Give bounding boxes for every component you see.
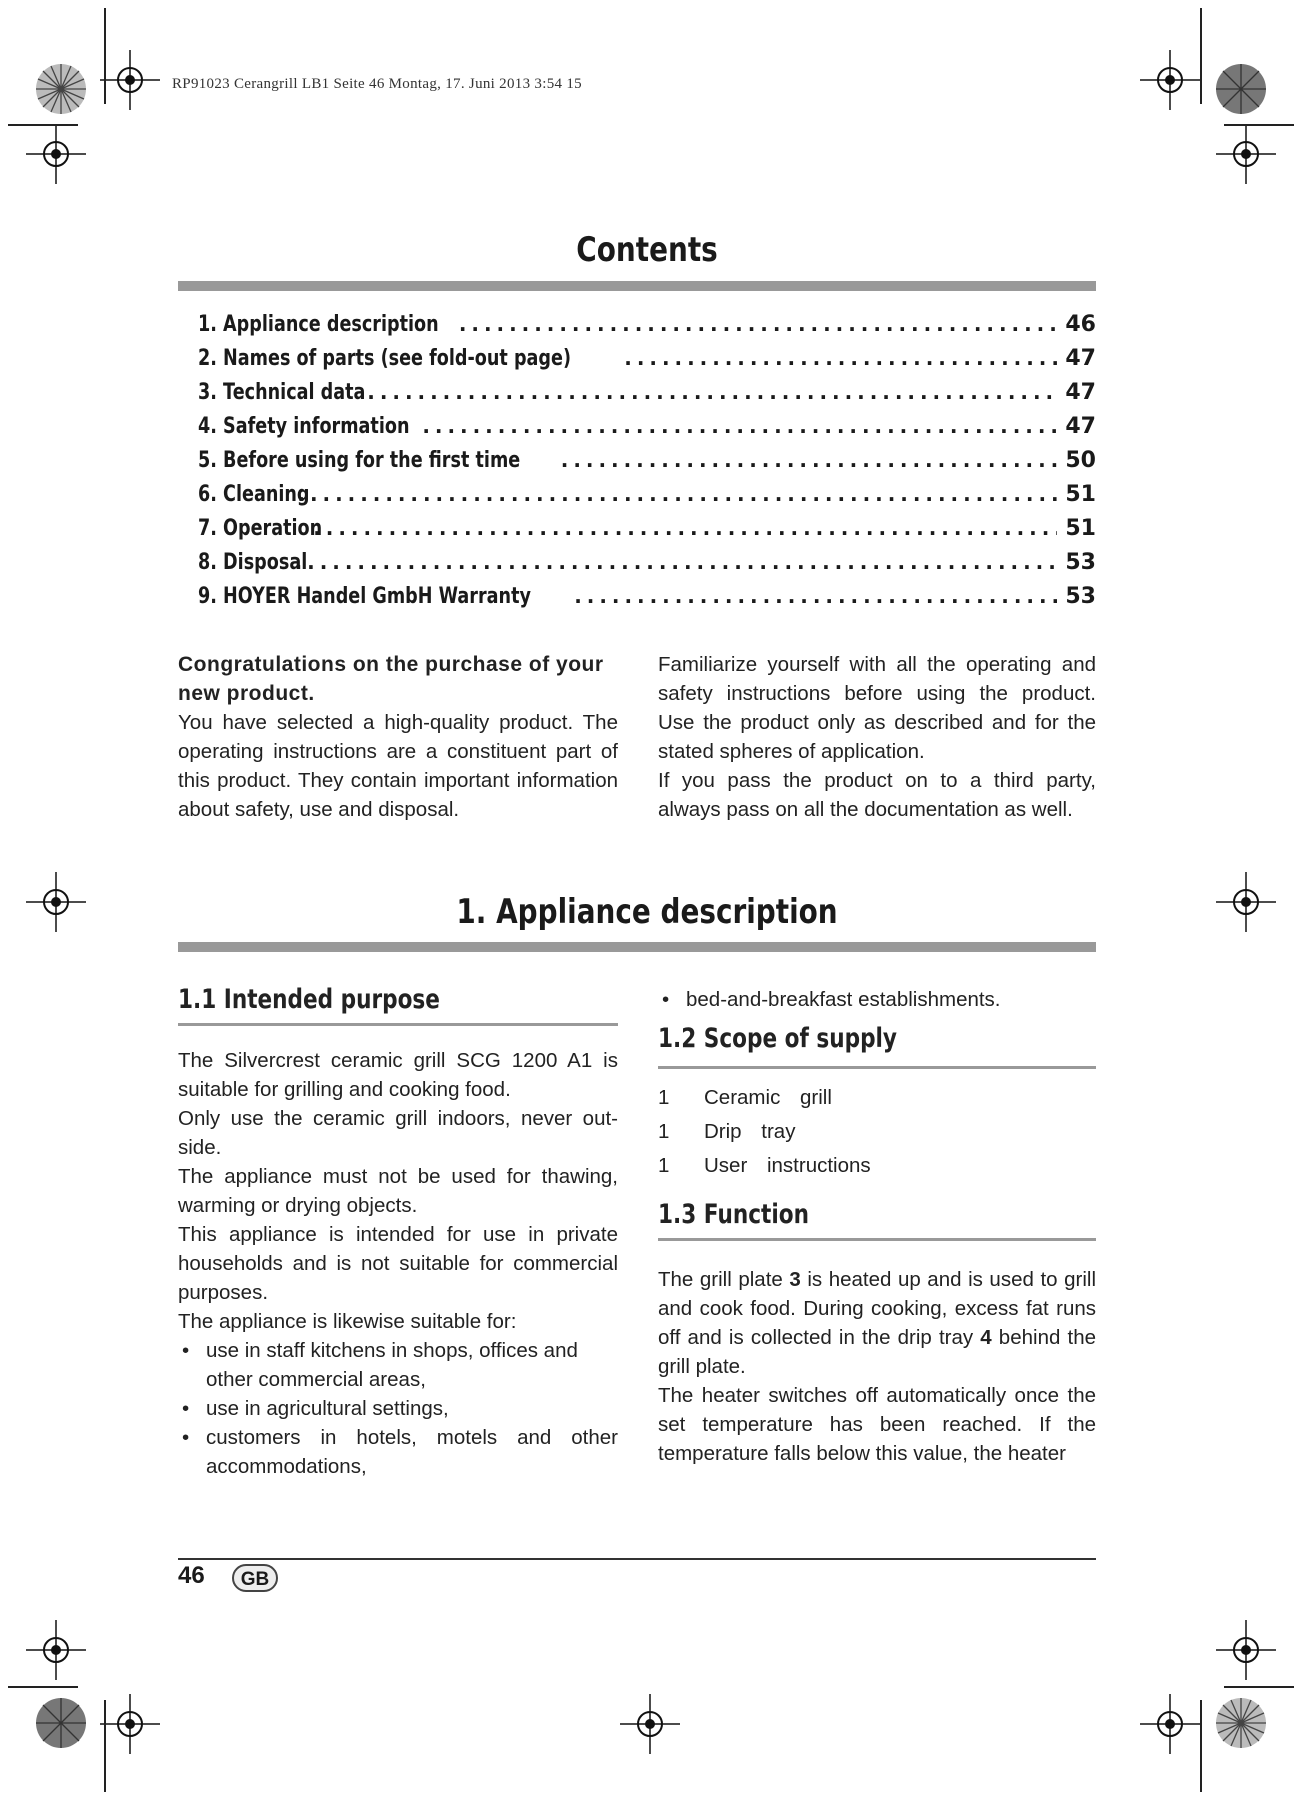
section-1-right-column xyxy=(658,985,1096,1468)
crosshair-right-upper-icon xyxy=(1216,124,1276,184)
crop-mark-top-right-star xyxy=(1214,62,1268,116)
crosshair-top-left-icon xyxy=(100,50,160,110)
crosshair-bottom-center-icon xyxy=(620,1694,680,1754)
intended-purpose-paragraph-1: The Silvercrest ceramic grill SCG 1200 A1 is suitable for grilling and cooking food. xyxy=(178,1049,618,1101)
crosshair-bottom-left-icon xyxy=(100,1694,160,1754)
toc-leader xyxy=(459,312,1058,336)
list-item: • use in agricultural settings, xyxy=(178,1394,618,1423)
toc-entry-label: 8. Disposal xyxy=(198,550,308,575)
crosshair-bottom-right-icon xyxy=(1140,1694,1200,1754)
toc-entry[interactable] xyxy=(198,482,1096,516)
toc-entry[interactable] xyxy=(198,312,1096,346)
list-item: • customers in hotels, motels and other accommodations, xyxy=(178,1423,618,1481)
toc-entry[interactable] xyxy=(198,584,1096,618)
crop-mark-bottom-left-star xyxy=(34,1696,88,1750)
table-of-contents xyxy=(198,312,1096,618)
list-item: • use in staff kitchens in shops, offices and other commercial areas, xyxy=(178,1336,618,1394)
toc-entry-label: 2. Names of parts (see fold-out page) xyxy=(198,346,572,371)
toc-entry-page: 47 xyxy=(1065,414,1096,439)
toc-leader xyxy=(422,414,1057,438)
toc-entry-label: 3. Technical data xyxy=(198,380,366,405)
toc-entry-page: 50 xyxy=(1065,448,1096,473)
toc-entry[interactable] xyxy=(198,380,1096,414)
crosshair-left-upper-icon xyxy=(26,124,86,184)
trim-line xyxy=(1200,8,1202,104)
supply-qty: 1 xyxy=(658,1120,670,1143)
toc-entry[interactable] xyxy=(198,346,1096,380)
crosshair-left-middle-icon xyxy=(26,872,86,932)
crosshair-left-lower-icon xyxy=(26,1620,86,1680)
toc-entry-label: 5. Before using for the first time xyxy=(198,448,521,473)
trim-line xyxy=(1224,124,1294,126)
bullet-text: use in agricultural settings, xyxy=(206,1397,449,1420)
toc-entry-page: 53 xyxy=(1065,584,1096,609)
supply-qty: 1 xyxy=(658,1086,670,1109)
toc-entry[interactable] xyxy=(198,448,1096,482)
crosshair-right-middle-icon xyxy=(1216,872,1276,932)
intro-left-column xyxy=(178,650,618,824)
intro-heading: Congratulations on the purchase of your new product. xyxy=(178,653,604,705)
crosshair-right-lower-icon xyxy=(1216,1620,1276,1680)
crop-mark-bottom-right-star xyxy=(1214,1696,1268,1750)
subsection-1-1-rule xyxy=(178,1023,618,1026)
contents-title-bar xyxy=(178,281,1096,291)
crop-mark-top-left-star xyxy=(34,62,88,116)
function-paragraph-2: The heater switches off automatically once the set temperature has been reached. If the temperature falls below this value, the heater xyxy=(658,1384,1096,1465)
footer-rule xyxy=(178,1558,1096,1560)
intro-right-column xyxy=(658,650,1096,824)
toc-entry-page: 51 xyxy=(1065,516,1096,541)
intended-purpose-paragraph-4: This appliance is intended for use in private households and is not suitable for commercial purposes. xyxy=(178,1223,618,1304)
toc-entry-page: 47 xyxy=(1065,380,1096,405)
intro-left-text: You have selected a high-quality product. The operating instructions are a constituent part of this product. They contain important information about safety, use and disposal. xyxy=(178,711,618,821)
intro-right-paragraph-2: If you pass the product on to a third party, always pass on all the documentation as well. xyxy=(658,769,1096,821)
toc-entry-page: 53 xyxy=(1065,550,1096,575)
trim-line xyxy=(8,124,78,126)
toc-leader xyxy=(295,550,1058,574)
toc-entry-label: 1. Appliance description xyxy=(198,312,439,337)
section-1-title: 1. Appliance description xyxy=(456,892,838,932)
toc-entry[interactable] xyxy=(198,550,1096,584)
list-item: • bed-and-breakfast establishments. xyxy=(658,985,1096,1014)
print-slug: RP91023 Cerangrill LB1 Seite 46 Montag, 17. Juni 2013 3:54 15 xyxy=(172,76,582,92)
toc-entry-label: 7. Operation xyxy=(198,516,323,541)
subsection-1-3-title: 1.3 Function xyxy=(658,1199,809,1230)
crosshair-top-right-icon xyxy=(1140,50,1200,110)
toc-entry[interactable] xyxy=(198,414,1096,448)
toc-entry[interactable] xyxy=(198,516,1096,550)
toc-leader xyxy=(367,380,1057,404)
subsection-1-3-rule xyxy=(658,1238,1096,1241)
toc-leader xyxy=(297,482,1057,506)
bullet-text: bed-and-breakfast establishments. xyxy=(686,988,1001,1011)
section-1-title-bar xyxy=(178,942,1096,952)
toc-entry-page: 47 xyxy=(1065,346,1096,371)
intended-purpose-paragraph-2: Only use the ceramic grill indoors, never out-side. xyxy=(178,1107,618,1159)
language-badge: GB xyxy=(232,1564,278,1592)
toc-leader xyxy=(561,448,1058,472)
intended-purpose-paragraph-5: The appliance is likewise suitable for: xyxy=(178,1310,517,1333)
toc-leader xyxy=(574,584,1057,608)
toc-entry-label: 6. Cleaning xyxy=(198,482,310,507)
toc-entry-label: 9. HOYER Handel GmbH Warranty xyxy=(198,584,531,609)
trim-line xyxy=(104,1700,106,1792)
supply-name: User instructions xyxy=(704,1154,871,1177)
supply-qty: 1 xyxy=(658,1154,670,1177)
toc-leader xyxy=(624,346,1057,370)
intro-right-paragraph-1: Familiarize yourself with all the operating and safety instructions before using the product. Use the product only as described and for the stated spheres of application. xyxy=(658,653,1096,763)
subsection-1-2-rule xyxy=(658,1066,1096,1069)
intended-purpose-paragraph-3: The appliance must not be used for thawing, warming or drying objects. xyxy=(178,1165,618,1217)
trim-line xyxy=(8,1686,78,1688)
trim-line xyxy=(104,8,106,104)
toc-leader xyxy=(313,516,1057,540)
subsection-1-2-title: 1.2 Scope of supply xyxy=(658,1023,898,1054)
supply-name: Drip tray xyxy=(704,1120,796,1143)
section-1-left-column xyxy=(178,985,618,1481)
toc-entry-page: 51 xyxy=(1065,482,1096,507)
list-item xyxy=(658,1117,1096,1146)
page-number: 46 xyxy=(178,1562,205,1589)
trim-line xyxy=(1200,1700,1202,1792)
function-paragraph-1: The grill plate 3 is heated up and is used to grill and cook food. During cooking, excess fat runs off and is collected in the drip tray 4 behind the grill plate. xyxy=(658,1268,1097,1378)
bullet-text: use in staff kitchens in shops, offices and other commercial areas, xyxy=(206,1339,578,1391)
trim-line xyxy=(1224,1686,1294,1688)
bullet-text: customers in hotels, motels and other accommodations, xyxy=(206,1426,618,1478)
contents-title: Contents xyxy=(576,230,718,270)
list-item xyxy=(658,1151,1096,1180)
toc-entry-label: 4. Safety information xyxy=(198,414,410,439)
toc-entry-page: 46 xyxy=(1065,312,1096,337)
supply-name: Ceramic grill xyxy=(704,1086,832,1109)
list-item xyxy=(658,1083,1096,1112)
subsection-1-1-title: 1.1 Intended purpose xyxy=(178,984,440,1015)
